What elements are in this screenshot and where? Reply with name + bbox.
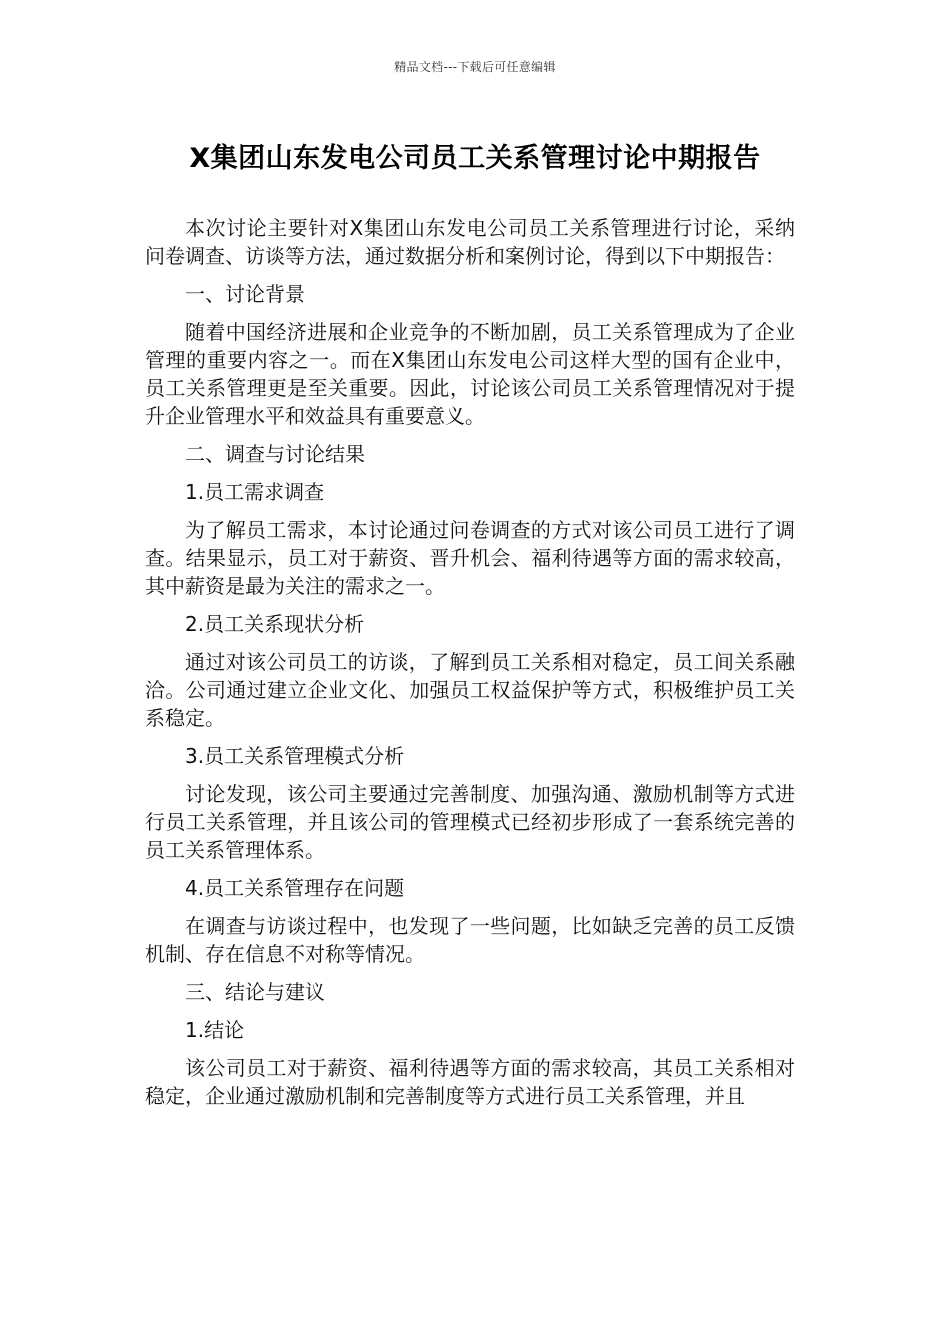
page-header: 精品文档---下载后可任意编辑: [394, 60, 556, 74]
subheading-problems: 4.员工关系管理存在问题: [185, 876, 405, 900]
relations-status-paragraph: 通过对该公司员工的访谈，了解到员工关系相对稳定，员工间关系融洽。公司通过建立企业文化、加强员工权益保护等方式，积极维护员工关系稳定。: [145, 650, 795, 730]
subheading-employee-needs: 1.员工需求调查: [185, 480, 325, 504]
employee-needs-paragraph: 为了解员工需求，本讨论通过问卷调查的方式对该公司员工进行了调查。结果显示，员工对于薪资、晋升机会、福利待遇等方面的需求较高，其中薪资是最为关注的需求之一。: [145, 518, 795, 598]
subheading-conclusion: 1.结论: [185, 1018, 245, 1042]
subheading-relations-status: 2.员工关系现状分析: [185, 612, 365, 636]
section-heading-results: 二、调查与讨论结果: [185, 442, 365, 466]
problems-paragraph: 在调查与访谈过程中，也发现了一些问题，比如缺乏完善的员工反馈机制、存在信息不对称等情况。: [145, 914, 795, 966]
intro-paragraph: 本次讨论主要针对X集团山东发电公司员工关系管理进行讨论，采纳问卷调查、访谈等方法，通过数据分析和案例讨论，得到以下中期报告：: [145, 216, 795, 268]
section-heading-background: 一、讨论背景: [185, 282, 305, 306]
document-title: X集团山东发电公司员工关系管理讨论中期报告: [189, 143, 761, 174]
background-paragraph: 随着中国经济进展和企业竞争的不断加剧，员工关系管理成为了企业管理的重要内容之一。而在X集团山东发电公司这样大型的国有企业中，员工关系管理更是至关重要。因此，讨论该公司员工关系管理情况对于提升企业管理水平和效益具有重要意义。: [145, 320, 795, 428]
document-body: [145, 214, 795, 1120]
conclusion-paragraph: 该公司员工对于薪资、福利待遇等方面的需求较高，其员工关系相对稳定，企业通过激励机制和完善制度等方式进行员工关系管理，并且: [145, 1056, 795, 1108]
subheading-management-model: 3.员工关系管理模式分析: [185, 744, 405, 768]
management-model-paragraph: 讨论发现，该公司主要通过完善制度、加强沟通、激励机制等方式进行员工关系管理，并且该公司的管理模式已经初步形成了一套系统完善的员工关系管理体系。: [145, 782, 795, 862]
section-heading-conclusion: 三、结论与建议: [185, 980, 325, 1004]
